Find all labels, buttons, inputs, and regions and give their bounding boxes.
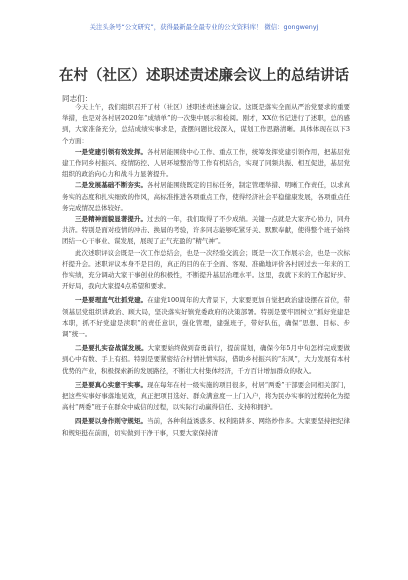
paragraph-text: 各村居能围绕中心工作、重点工作，统筹发挥党建引领作用，把基层党建工作同乡村振兴、疫情防控、人居环境整治等工作有机结合，实现了同频共振、相互促进，基层党组织的政治向心力和战斗力显著提升。 [62, 147, 351, 179]
promo-banner[interactable]: 关注头条号“公文研究”，获得最新最全最专业的公文资料库！ 微信：gongwenyj [89, 23, 319, 31]
paragraph-text: 过去的一年，我们取得了不少成绩。关键一点就是大家齐心协力，同舟共济。特别是面对疫情的冲击、换届的考验，许多同志能够吃紧牙关、默默奉献，使得整个班子始终团结一心干事业、谋发展，展现了正气充盈的“精气神”。 [62, 215, 351, 246]
paragraph-lead: 三是精神面貌显著提升。 [75, 215, 148, 224]
paragraph-lead: 一是党建引领有效发挥。 [75, 147, 148, 156]
paragraph-lead: 四是要以身作则守规矩。 [75, 417, 148, 426]
paragraph-lead: 二是发展基础不断夯实。 [75, 181, 148, 190]
paragraph-text: 此次述职评议会既是一次工作总结会，也是一次经验交流会；既是一次工作展示会，也是一次标杆提升会。述职评议本身不是目的，真正的目的在于全面、客观、准确地评价各村居过去一年来的工作实绩，充分调动大家干事创业的积极性，不断提升基层治理水平。这里，我就下来的工作起好步、开好局，我向大家提4点希望和要求。 [62, 248, 350, 291]
document-body [62, 102, 350, 439]
paragraph-lead: 二是要扎实奋战谋发展。 [75, 344, 148, 353]
paragraph-text: 各村居能围绕既定的目标任务，制定管理举措、明晰工作责任，以求真务实的态度和扎实细致的作风，高标准推进各项重点工作，使得经济社会平稳健康发展，各项重点任务完成情况总体较好。 [62, 181, 351, 212]
paragraph [62, 248, 350, 293]
paragraph-lead: 三是要真心实意干实事。 [75, 380, 147, 389]
paragraph-text: 在建党100周年的大背景下，大家要更加自觉把政治建设摆在首位，带领基层党组织讲政治、顾大局，坚决落实好镇党委政府的决策部署。特别是要牢固树立“抓好党建是本职，抓不好党建是渎职”的责任意识，强化管理，建强班子，带好队伍，确保“思想、目标、步调”统一。 [62, 296, 350, 339]
paragraph [62, 102, 350, 147]
paragraph-text: 当前，各种利益诱惑多、权利陷阱多、网络炒作多。大家要坚持把纪律和规矩挺在前面，切实做到干净干事，只要大家保持清 [62, 417, 351, 437]
paragraph [62, 416, 350, 438]
paragraph-text: 现在每年在村一级实施的项目很多，村居“两委”干部要会同相关部门，把这些实事好事落地见效，真正把项目选好、群众满意度一上门入户，将为民办实事的过程转化为提高村“两委”班子在群众中威信的过程，以实际行动赢得信任、支持和拥护。 [62, 380, 350, 412]
paragraph [62, 214, 350, 248]
page-title: 在村（社区）述职述责述廉会议上的总结讲话 [59, 68, 349, 84]
paragraph [62, 295, 350, 340]
paragraph-text: 今天上午，我们组织召开了村（社区）述职述责述廉会议。这既是落实全面从严治党要求的重要举措，也是对各村居2020年“成绩单”的一次集中展示和检阅。刚才，XX位书记进行了述职，总的感到，大家准备充分，总结成绩实事求是，查摆问题比较深入，谋划工作思路清晰。具体体现在以下3个方面： [62, 103, 350, 145]
paragraph [62, 147, 350, 181]
paragraph-lead: 一是要理直气壮抓党建。 [75, 296, 148, 305]
greeting: 同志们： [62, 94, 93, 103]
paragraph [62, 180, 350, 214]
paragraph [62, 343, 350, 377]
paragraph-text: 大家要始终做到奋勇前行，提前谋划，确保今年5月中旬怎样完成要做到心中有数、手上有招。特别是要紧密结合村情社情实际，借助乡村振兴的“东风”，大力发展有本村优势的产业，积极探索新的发展路径，不断壮大村集体经济，千方百计增加群众的收入。 [62, 344, 350, 375]
paragraph [62, 380, 350, 414]
